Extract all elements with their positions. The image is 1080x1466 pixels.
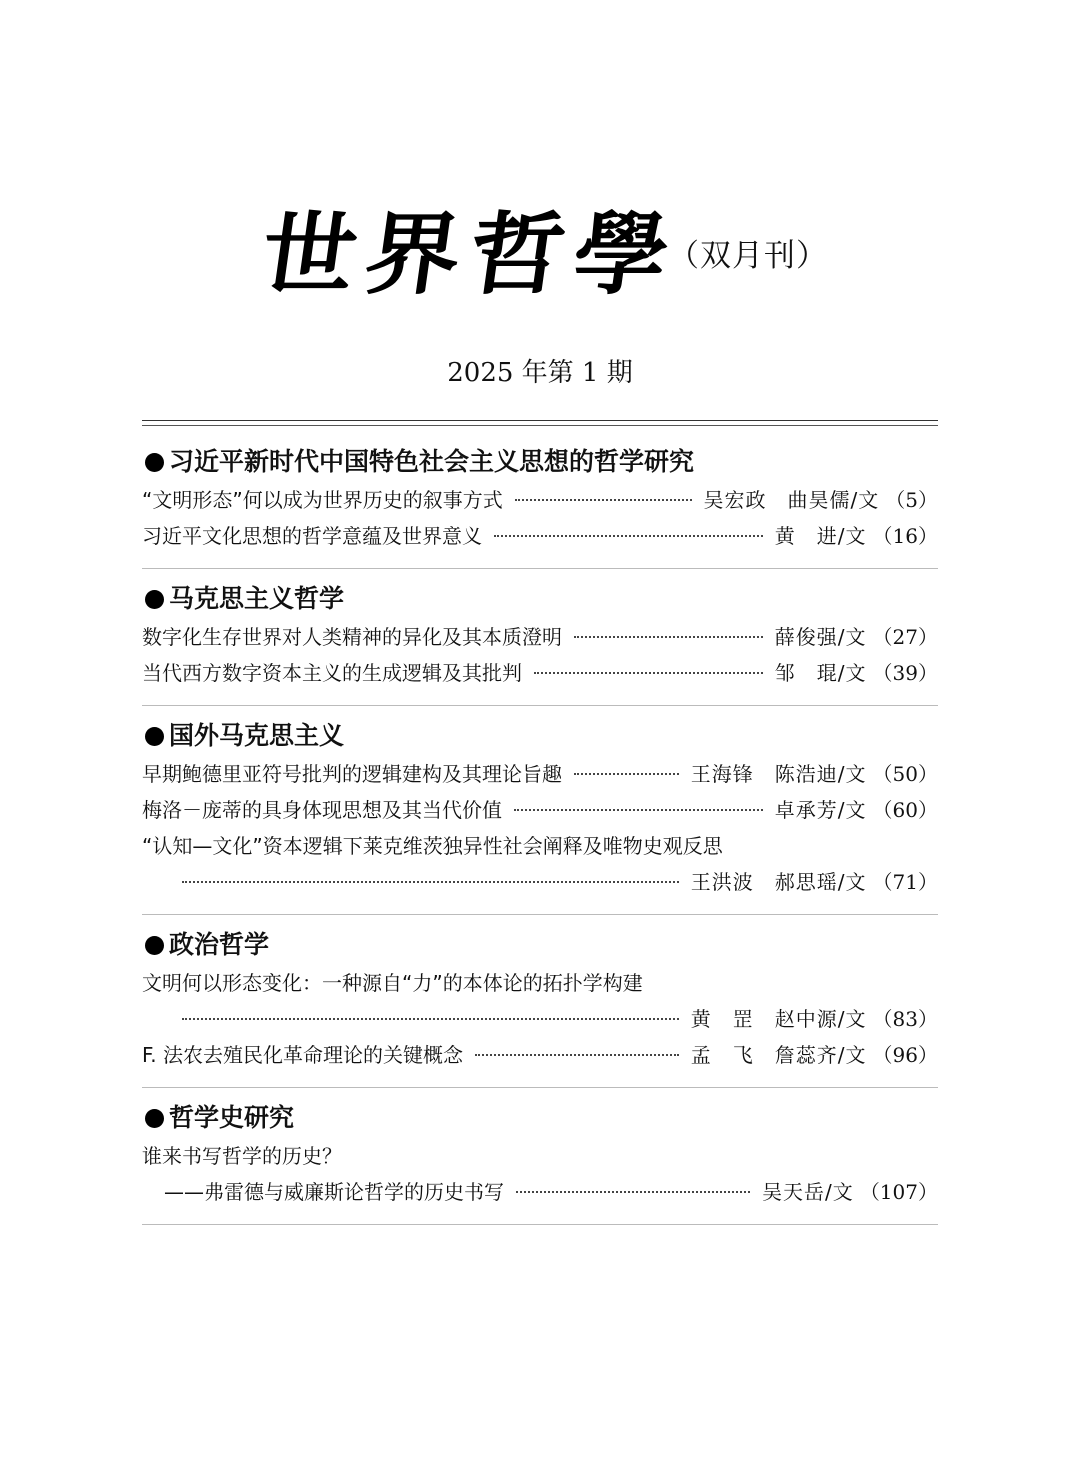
entry-page: （83） xyxy=(872,1007,938,1031)
section-title: 政治哲学 xyxy=(169,930,270,959)
entry-page: （16） xyxy=(872,524,938,548)
toc-entry[interactable] xyxy=(142,518,938,554)
entry-page: （107） xyxy=(859,1180,938,1204)
toc-entry[interactable] xyxy=(142,655,938,691)
entry-title: 习近平文化思想的哲学意蕴及世界意义 xyxy=(142,524,482,548)
entry-author: 黄 进/文 xyxy=(774,524,867,548)
bullet-icon xyxy=(145,1109,164,1128)
dot-leader xyxy=(515,499,692,501)
bullet-icon xyxy=(145,590,164,609)
toc-entry[interactable] xyxy=(142,756,938,792)
entry-subtitle: ——弗雷德与威廉斯论哲学的历史书写 xyxy=(164,1180,504,1204)
section-title: 国外马克思主义 xyxy=(169,721,345,750)
section-heading xyxy=(142,579,938,619)
toc-entry-title-line[interactable] xyxy=(142,1138,938,1174)
publication-frequency: （双月刊） xyxy=(668,238,828,274)
entry-title: “文明形态”何以成为世界历史的叙事方式 xyxy=(142,488,503,512)
entry-page: （96） xyxy=(872,1043,938,1067)
entry-page: （71） xyxy=(872,870,938,894)
entry-title: F. 法农去殖民化革命理论的关键概念 xyxy=(142,1043,464,1067)
section-title: 习近平新时代中国特色社会主义思想的哲学研究 xyxy=(169,447,695,476)
section-title: 马克思主义哲学 xyxy=(169,584,345,613)
toc-entry-subtitle-line[interactable] xyxy=(142,1174,938,1210)
entry-title: 数字化生存世界对人类精神的异化及其本质澄明 xyxy=(142,625,562,649)
entry-author: 邹 琨/文 xyxy=(774,661,867,685)
dot-leader xyxy=(182,881,679,883)
dot-leader xyxy=(514,809,763,811)
entry-author: 吴天岳/文 xyxy=(762,1180,854,1204)
journal-logo xyxy=(254,200,686,310)
entry-page: （5） xyxy=(885,488,938,512)
masthead xyxy=(0,190,1080,320)
dot-leader xyxy=(574,773,679,775)
toc-section xyxy=(142,1088,938,1225)
entry-author: 吴宏政 曲昊儒/文 xyxy=(703,488,880,512)
entry-page: （39） xyxy=(872,661,938,685)
section-heading xyxy=(142,716,938,756)
section-heading xyxy=(142,442,938,482)
dot-leader xyxy=(494,535,763,537)
journal-title: 世界哲學 xyxy=(254,202,686,308)
table-of-contents xyxy=(142,432,938,1225)
issue-number: 2025 年第 1 期 xyxy=(447,358,633,388)
entry-title: “认知—文化”资本逻辑下莱克维茨独异性社会阐释及唯物史观反思 xyxy=(142,834,723,858)
entry-author: 孟 飞 詹蕊齐/文 xyxy=(690,1043,867,1067)
toc-entry-title-line[interactable] xyxy=(142,965,938,1001)
toc-section xyxy=(142,915,938,1088)
section-title: 哲学史研究 xyxy=(169,1103,295,1132)
dot-leader xyxy=(475,1054,679,1056)
toc-section xyxy=(142,569,938,706)
toc-entry[interactable] xyxy=(142,619,938,655)
section-heading xyxy=(142,925,938,965)
entry-title: 文明何以形态变化：一种源自“力”的本体论的拓扑学构建 xyxy=(142,971,643,995)
dot-leader xyxy=(574,636,763,638)
toc-section xyxy=(142,432,938,569)
entry-author: 薛俊强/文 xyxy=(774,625,867,649)
entry-author: 王海锋 陈浩迪/文 xyxy=(690,762,867,786)
toc-entry-author-line[interactable] xyxy=(142,1001,938,1037)
toc-section xyxy=(142,706,938,915)
bullet-icon xyxy=(145,727,164,746)
entry-author: 黄 罡 赵中源/文 xyxy=(690,1007,867,1031)
toc-entry[interactable] xyxy=(142,482,938,518)
entry-author: 王洪波 郝思瑶/文 xyxy=(690,870,867,894)
dot-leader xyxy=(534,672,763,674)
entry-title: 梅洛－庞蒂的具身体现思想及其当代价值 xyxy=(142,798,502,822)
toc-entry-author-line[interactable] xyxy=(142,864,938,900)
section-heading xyxy=(142,1098,938,1138)
entry-page: （50） xyxy=(872,762,938,786)
entry-page: （60） xyxy=(872,798,938,822)
entry-title: 当代西方数字资本主义的生成逻辑及其批判 xyxy=(142,661,522,685)
toc-entry-title-line[interactable] xyxy=(142,828,938,864)
bullet-icon xyxy=(145,936,164,955)
header-double-rule xyxy=(142,420,938,426)
dot-leader xyxy=(516,1191,750,1193)
entry-title: 早期鲍德里亚符号批判的逻辑建构及其理论旨趣 xyxy=(142,762,562,786)
entry-author: 卓承芳/文 xyxy=(774,798,867,822)
toc-entry[interactable] xyxy=(142,792,938,828)
toc-entry[interactable] xyxy=(142,1037,938,1073)
dot-leader xyxy=(182,1018,679,1020)
entry-title: 谁来书写哲学的历史？ xyxy=(142,1144,342,1168)
entry-page: （27） xyxy=(872,625,938,649)
bullet-icon xyxy=(145,453,164,472)
